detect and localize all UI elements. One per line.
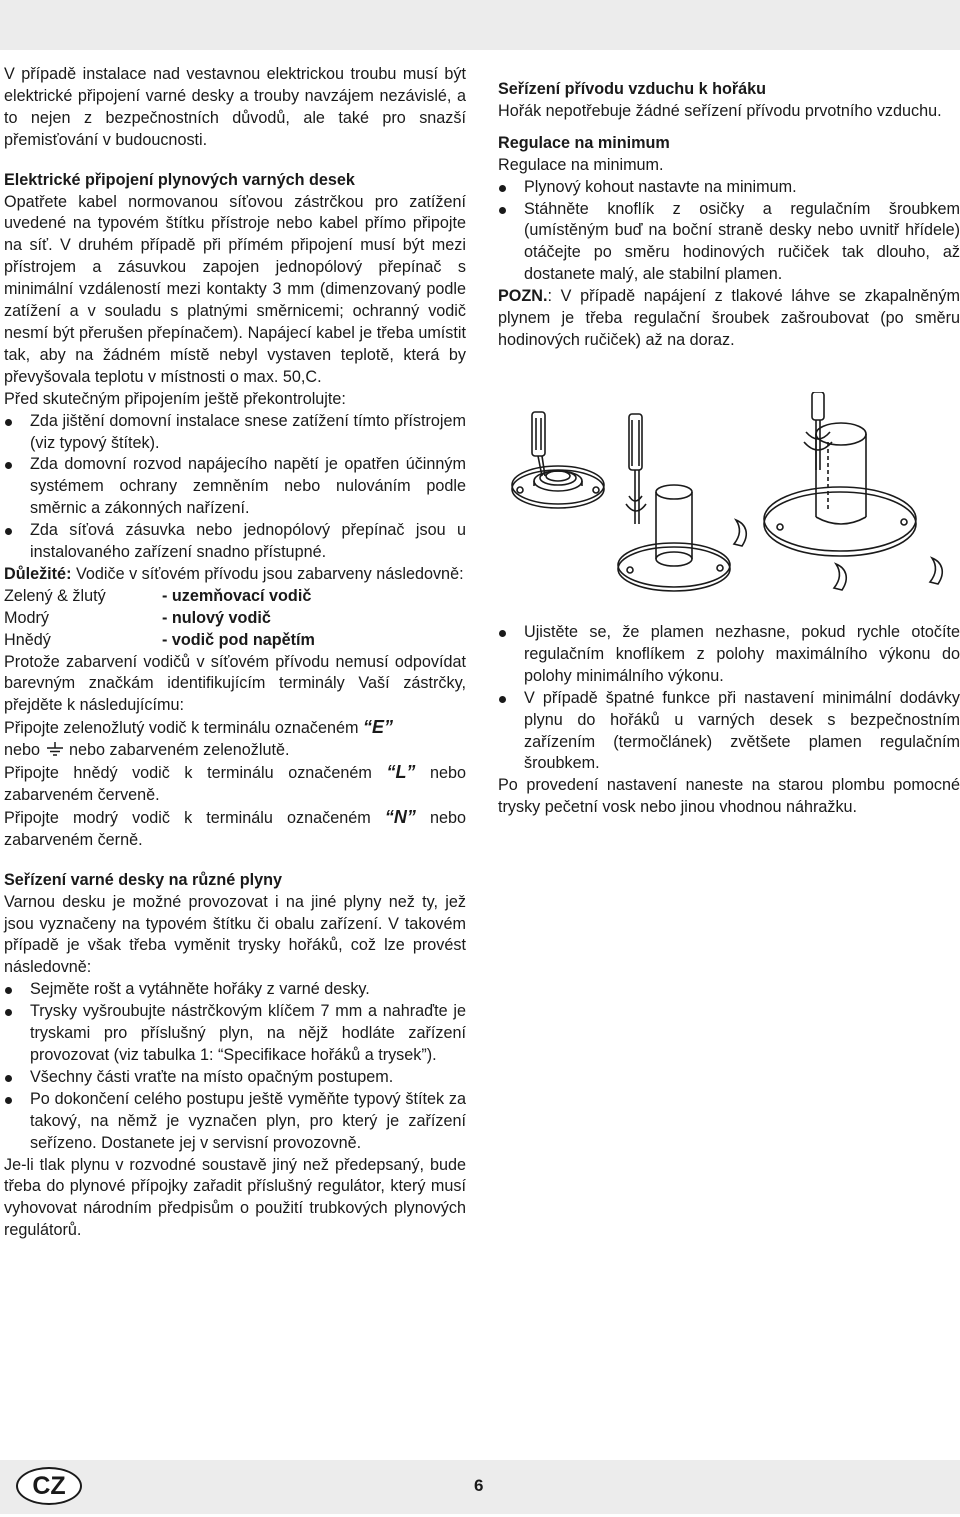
- gas-step: Všechny části vraťte na místo opačným postupem.: [4, 1067, 466, 1089]
- connect-live-text: Připojte hnědý vodič k terminálu označeném: [4, 764, 387, 783]
- screwdriver-icon: [626, 414, 646, 524]
- check-item: Zda domovní rozvod napájecího napětí je opatřen účinným systémem ochrany zemněním nebo nulováním podle směrnic a zákonných nařízení.: [4, 454, 466, 520]
- language-badge: CZ: [16, 1467, 82, 1505]
- wire-row: [4, 586, 466, 608]
- colors-paragraph: Protože zabarvení vodičů v síťovém přívodu nemusí odpovídat barevným značkám identifikujícím terminály Vaší zástrčky, přejděte k následujícímu:: [4, 652, 466, 715]
- wire-row: [4, 608, 466, 630]
- check-item: Zda jištění domovní instalace snese zatížení tímto přístrojem (viz typový štítek).: [4, 411, 466, 455]
- check-intro: Před skutečným připojením ještě překontrolujte:: [4, 389, 346, 408]
- wire-color: Hnědý: [4, 630, 51, 649]
- important-label: Důležité:: [4, 564, 72, 583]
- electrical-paragraph: Opatřete kabel normovanou síťovou zástrčkou pro zatížení uvedené na typovém štítku přístroje nebo kabel přímo připojte na síť. V druhém případě při přímém připojení musí být mezi přístrojem a zásuvkou zapojen jednopólový přepínač s minimální vzdáleností mezi kontakty 3 mm (dimenzovaný podle zatížení a v souladu s platnými směrnicemi; ochranný vodič nesmí být přerušen přepínačem). Napájecí kabel je třeba umístit tak, aby na žádném místě nebyl vystaven teplotě, která by převyšovala teplotu v místnosti o max. 50,C.: [4, 192, 466, 386]
- intro-paragraph: V případě instalace nad vestavnou elektrickou troubu musí být elektrické připojení varné desky a trouby navzájem nezávislé, a to nejen z bezpečnostních důvodů, ale také pro snazší přemisťování v budoucnosti.: [4, 65, 466, 149]
- air-paragraph: Hořák nepotřebuje žádné seřízení přívodu prvotního vzduchu.: [498, 101, 942, 120]
- check-item: Zda síťová zásuvka nebo jednopólový přepínač jsou u instalovaného zařízení snadno přístupné.: [4, 520, 466, 564]
- important-note: [4, 564, 466, 586]
- connect-earth-nebo: nebo: [4, 741, 41, 760]
- note-paragraph: [498, 286, 960, 352]
- flame-icon: [734, 520, 746, 546]
- check-flame-list: [498, 622, 960, 775]
- check-flame-item: V případě špatné funkce při nastavení minimální dodávky plynu do hořáků u varných desek s bezpečnostním zařízením (termočlánek) zvětšete plamen regulačním šroubkem.: [498, 688, 960, 776]
- check-flame-item: Ujistěte se, že plamen nezhasne, pokud rychle otočíte regulačním knoflíkem z polohy maximálního výkonu do polohy minimálního výkonu.: [498, 622, 960, 688]
- right-burner-base: [764, 423, 916, 556]
- connect-neutral: [4, 807, 466, 852]
- right-column: [498, 79, 960, 352]
- minimum-list: [498, 177, 960, 287]
- burner-adjustment-illustration: [498, 392, 960, 610]
- terminal-e-label: “E”: [363, 717, 394, 738]
- connect-live: [4, 762, 466, 807]
- page-number: 6: [474, 1476, 484, 1495]
- gas-steps-list: [4, 979, 466, 1154]
- gas-step: Trysky vyšroubujte nástrčkovým klíčem 7 mm a nahraďte je tryskami pro příslušný plyn, na nějž hodláte zařízení provozovat (viz tabulka 1: “Specifikace hořáků a trysek”).: [4, 1001, 466, 1067]
- air-heading: Seřízení přívodu vzduchu k hořáku: [498, 80, 767, 98]
- pressure-paragraph: Je-li tlak plynu v rozvodné soustavě jiný než předepsaný, bude třeba do plynové přípojky zařadit příslušný regulátor, který musí vyhovovat národním předpisům o použití trubkových plynových regulátorů.: [4, 1155, 466, 1240]
- flame-icon: [834, 564, 846, 590]
- connect-neutral-suffix: nebo zabarveném černě.: [4, 808, 466, 849]
- connect-neutral-text: Připojte modrý vodič k terminálu označeném: [4, 808, 385, 827]
- minimum-heading: Regulace na minimum: [498, 133, 670, 152]
- connect-earth-suffix: nebo zabarveném zelenožlutě.: [64, 741, 290, 760]
- check-list: [4, 411, 466, 564]
- connect-earth-text: Připojte zelenožlutý vodič k terminálu označeném: [4, 719, 364, 738]
- gas-step: Po dokončení celého postupu ještě vyměňte typový štítek za takový, na němž je vyznačen plyn, pro který je zařízení seřízeno. Dostanete jej v servisní provozovně.: [4, 1089, 466, 1155]
- wire-description: - vodič pod napětím: [162, 630, 315, 649]
- right-column-lower: [498, 622, 960, 819]
- minimum-step: Stáhněte knoflík z osičky a regulačním šroubkem (umístěným buď na boční straně desky nebo uvnitř hřídele) otáčejte po směru hodinových ručiček tak dlouho, až dostanete malý, ale stabilní plamen.: [498, 199, 960, 287]
- wire-description: - uzemňovací vodič: [162, 586, 312, 605]
- connect-earth: [4, 717, 466, 762]
- flame-icon: [930, 558, 942, 584]
- earth-ground-icon: [45, 742, 65, 756]
- terminal-n-label: “N”: [384, 806, 416, 827]
- final-paragraph: Po provedení nastavení naneste na starou plombu pomocné trysky pečetní vosk nebo jinou vhodnou náhražku.: [498, 776, 960, 817]
- minimum-paragraph: Regulace na minimum.: [498, 155, 664, 174]
- left-column: [4, 64, 466, 1242]
- note-text: : V případě napájení z tlakové láhve se zkapalněným plynem je třeba regulační šroubek zašroubovat (po směru hodinových ručiček) až na doraz.: [498, 287, 960, 349]
- wire-color: Modrý: [4, 608, 49, 627]
- gas-paragraph: Varnou desku je možné provozovat i na jiné plyny než ty, jež jsou vyznačeny na typovém štítku či obalu zařízení. V takovém případě je však třeba vyměnit trysky hořáků, což lze provést následovně:: [4, 892, 466, 977]
- wire-row: [4, 630, 466, 652]
- electrical-heading: Elektrické připojení plynových varných desek: [4, 170, 355, 189]
- screwdriver-icon: [532, 412, 545, 476]
- important-text: Vodiče v síťovém přívodu jsou zabarveny následovně:: [71, 564, 464, 583]
- gas-step: Sejměte rošt a vytáhněte hořáky z varné desky.: [4, 979, 466, 1001]
- wire-color: Zelený & žlutý: [4, 586, 106, 605]
- note-label: POZN.: [498, 287, 548, 306]
- gas-heading: Seřízení varné desky na různé plyny: [4, 870, 283, 889]
- page-footer: [0, 1460, 960, 1514]
- top-margin-band: [0, 0, 960, 50]
- terminal-l-label: “L”: [386, 762, 416, 783]
- connect-live-suffix: nebo zabarveném červeně.: [4, 764, 466, 804]
- wire-description: - nulový vodič: [162, 608, 271, 627]
- minimum-step: Plynový kohout nastavte na minimum.: [498, 177, 960, 199]
- left-burner-base: [512, 466, 604, 508]
